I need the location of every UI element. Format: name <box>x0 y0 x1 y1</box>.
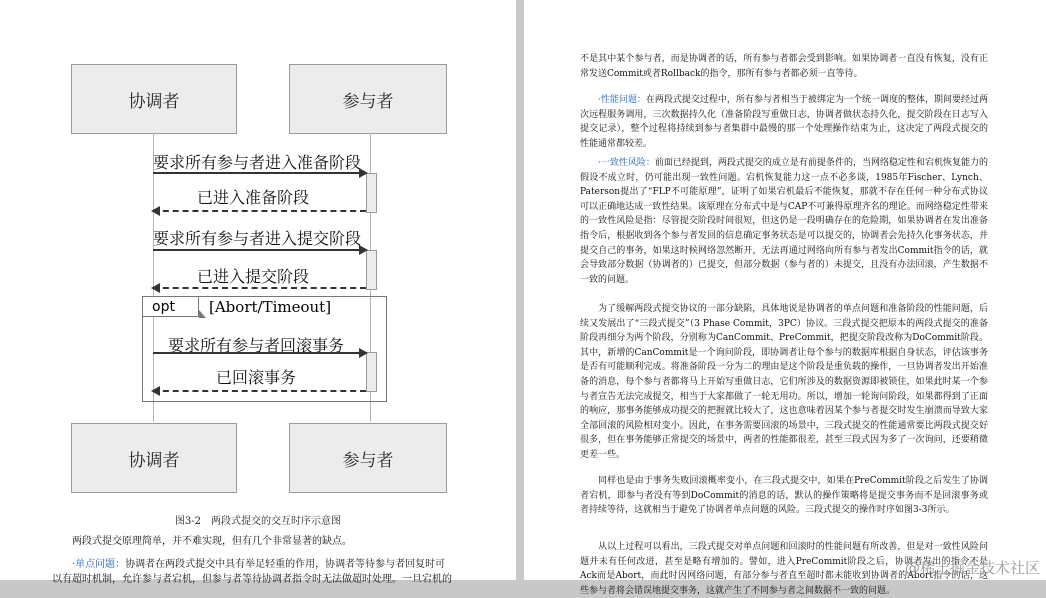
participant-label: 参与者 <box>342 450 394 471</box>
arrow-left <box>153 390 366 392</box>
activation-bar <box>366 173 377 213</box>
arrow-left <box>153 287 366 289</box>
coordinator-box-top <box>71 64 237 134</box>
message-label: 已回滚事务 <box>216 368 297 387</box>
paragraph-text: 在两段式提交过程中，所有参与者相当于被绑定为一个统一调度的整体，期间要经过两次远程服务调用，三次数据持久化（准备阶段写重做日志，协调者做状态持久化，提交阶段在日志写入提交记录），整个过程将持续到参与者集群中最慢的那一个处理操作结束为止，这决定了两段式提交的性能通常都较差。 <box>580 95 988 149</box>
message-label: 要求所有参与者回滚事务 <box>168 336 345 355</box>
paragraph: 为了缓解两段式提交协议的一部分缺陷，具体地说是协调者的单点问题和准备阶段的性能问题，后续又发展出了“三段式提交”（3 Phase Commit，3PC）协议。三段式提交把原本的两段式提交的准备阶段再细分为两个阶段，分别称为CanCommit、PreCommit，把提交阶段改称为DoCommit阶段。其中，新增的CanCommit是一个询问阶段，即协调者让每个参与的数据库根据自身状态，评估该事务是否有可能顺利完成。将准备阶段一分为二的理由是这个阶段是重负载的操作，一旦协调者发出开始准备的消息，每个参与者都将马上开始写重做日志，它们所涉及的数据资源即被锁住，如果此时某一个参与者宣告无法完成提交，相当于大家都做了一轮无用功。所以，增加一轮询问阶段，如果都得到了正面的响应，那事务能够成功提交的把握就比较大了，这也意味着因某个参与者提交时发生崩溃而导致大家全部回滚的风险相对变小。因此，在事务需要回滚的场景中，三段式提交的性能通常要比两段式提交好很多，但在事务能够正常提交的场景中，两者的性能都很差，甚至三段式因为多了一次询问，还要稍微更差一些。 <box>580 304 988 460</box>
bullet-label: ·一致性风险： <box>598 158 655 168</box>
participant-label: 参与者 <box>342 91 394 112</box>
participant-box-top <box>289 64 447 134</box>
coordinator-label: 协调者 <box>128 450 180 471</box>
coordinator-label: 协调者 <box>128 91 180 112</box>
paragraph-text: 协调者在两段式提交中具有举足轻重的作用，协调者等待参与者回复时可 <box>125 559 446 570</box>
message-label: 已进入提交阶段 <box>197 267 310 286</box>
arrow-right <box>153 352 366 354</box>
paragraph <box>580 93 988 151</box>
opt-condition: [Abort/Timeout] <box>209 298 332 316</box>
arrow-right <box>153 172 366 174</box>
participant-box-bottom <box>289 423 447 493</box>
figure-caption: 图3-2 两段式提交的交互时序示意图 <box>174 516 342 527</box>
paragraph: 以有超时机制，允许参与者宕机，但参与者等待协调者指令时无法做超时处理。一旦宕机的 <box>52 574 452 585</box>
opt-tag: opt <box>143 297 199 317</box>
paragraph: 两段式提交原理简单，并不难实现，但有几个非常显著的缺点。 <box>72 536 352 547</box>
paragraph: 从以上过程可以看出，三段式提交对单点问题和回滚时的性能问题有所改善，但是对一致性风险问题并未有任何改进，甚至是略有增加的。譬如，进入PreCommit阶段之后，协调者发出的指令不是Ack而是Abort，而此时因网络问题，有部分参与者直至超时都未能收到协调者的Abort指令的话，这些参与者将会错误地提交事务，这就产生了不同参与者之间数据不一致的问题。 <box>580 542 988 596</box>
watermark: @稀土掘金技术社区 <box>904 559 1040 577</box>
coordinator-box-bottom <box>71 423 237 493</box>
message-label: 要求所有参与者进入提交阶段 <box>153 229 362 248</box>
left-page <box>0 0 516 585</box>
paragraph: 不是其中某个参与者，而是协调者的话，所有参与者都会受到影响。如果协调者一直没有恢复，没有正常发送Commit或者Rollback的指令，那所有参与者都必须一直等待。 <box>580 54 988 79</box>
paragraph-text: 前面已经提到，两段式提交的成立是有前提条件的，当网络稳定性和宕机恢复能力的假设不成立时，仍可能出现一致性问题。宕机恢复能力这一点不必多谈，1985年Fischer、Lynch、Paterson提出了“FLP不可能原理”，证明了如果宕机最后不能恢复，那就不存在任何一种分布式协议可以正确地达成一致性结果。该原理在分布式中是与CAP不可兼得原理齐名的理论。而网络稳定性带来的一致性风险是指：尽管提交阶段时间很短，但这仍是一段明确存在的危险期，如果协调者在发出准备指令后，根据收到各个参与者发回的信息确定事务状态是可以提交的，协调者会先持久化事务状态，并提交自己的事务，如果这时候网络忽然断开，无法再通过网络向所有参与者发出Commit指令的话，就会导致部分数据（协调者的）已提交，但部分数据（参与者的）未提交，且没有办法回滚，产生数据不一致的问题。 <box>580 158 988 285</box>
bullet-label: ·单点问题： <box>72 559 126 570</box>
paragraph: 同样也是由于事务失败回滚概率变小，在三段式提交中，如果在PreCommit阶段之后发生了协调者宕机，即参与者没有等到DoCommit的消息的话，默认的操作策略将是提交事务而不是回滚事务或者持续等待，这就相当于避免了协调者单点问题的风险。三段式提交的操作时序如图3-3所示。 <box>580 476 988 516</box>
arrow-left <box>153 210 366 212</box>
paragraph <box>52 557 472 572</box>
right-page <box>524 0 1046 596</box>
paragraph <box>580 156 988 287</box>
arrow-right <box>153 249 366 251</box>
message-label: 要求所有参与者进入准备阶段 <box>153 153 362 172</box>
bullet-label: ·性能问题： <box>598 95 646 105</box>
message-label: 已进入准备阶段 <box>197 188 310 207</box>
activation-bar <box>366 250 377 290</box>
